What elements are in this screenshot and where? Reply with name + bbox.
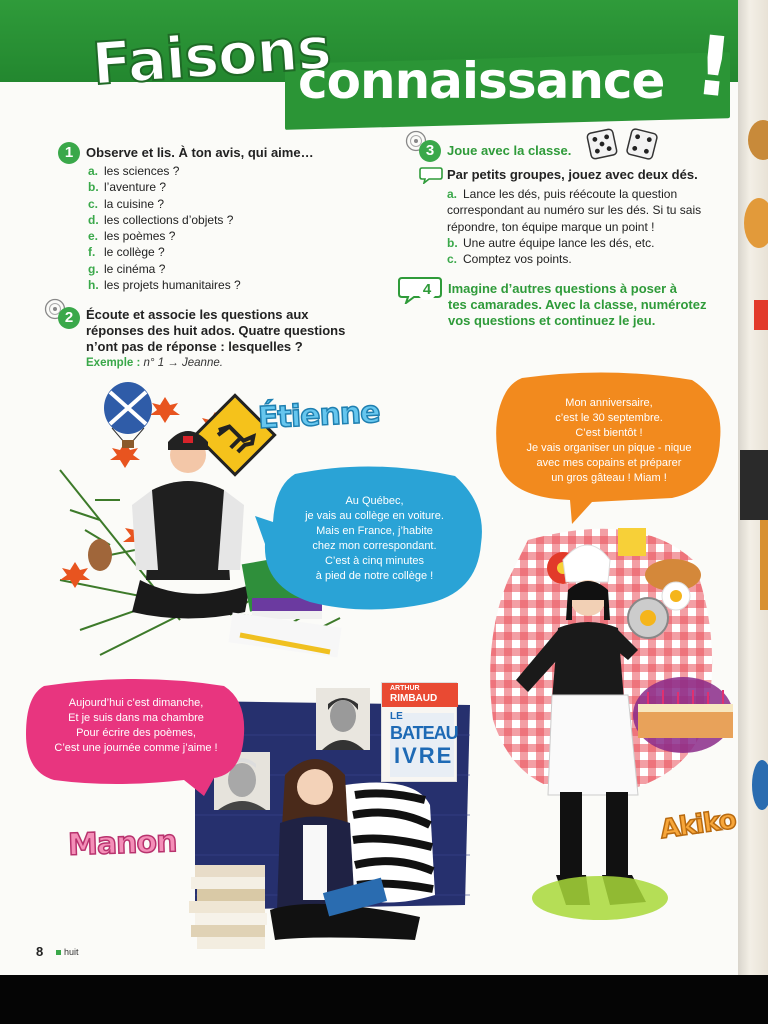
exercise-1-list [88, 163, 241, 293]
exercise-2-title: Écoute et associe les questions aux réponses des huit ados. Quatre questions n’ont pas de réponse : lesquelles ? [86, 307, 346, 354]
rimbaud-portrait [316, 688, 370, 750]
exercise-2-example: Exemple : n° 1 → Jeanne. [86, 357, 223, 369]
list-item: a. Lance les dés, puis réécoute la question [447, 187, 678, 201]
list-item: d. les collections d’objets ? [88, 212, 234, 227]
exercise-1-title: Observe et lis. À ton avis, qui aime… [86, 145, 314, 160]
list-item: f. le collège ? [88, 245, 165, 260]
page-title-part1: Faisons [89, 13, 333, 99]
page-title-exclamation: ! [690, 18, 738, 117]
list-item: c. la cuisine ? [88, 196, 165, 211]
exercise-3-list: a. Lance les dés, puis réécoute la question correspondant au numéro sur les dés. Si tu sais répondre, ton équipe marque un point ! b. Une autre équipe lance les dés, etc. c. Comptez vos points. [447, 187, 702, 267]
list-item: c. Comptez vos points. [447, 252, 572, 267]
exercise-1-number: 1 [58, 142, 80, 164]
page-number: 8 [36, 944, 44, 959]
akiko-speech-bubble: Mon anniversaire, c’est le 30 septembre. C’est bientôt ! Je vais organiser un pique - nique avec mes copains et préparer un gros gâteau ! Miam ! [526, 397, 692, 484]
balloon-icon [104, 382, 152, 448]
exercise-3-subtitle: Par petits groupes, jouez avec deux dés. [447, 167, 698, 182]
speech-bubble-icon [419, 166, 443, 184]
book-title-line2: BATEAU [390, 723, 458, 743]
list-item: b. Une autre équipe lance les dés, etc. [447, 235, 655, 250]
facing-page-edge [738, 0, 768, 975]
book-title-line3: IVRE [394, 743, 454, 768]
page-word: huit [64, 947, 79, 957]
list-item: e. les poèmes ? [88, 229, 176, 244]
exercise-4-number: 4 [417, 280, 437, 300]
page-dot-icon [56, 950, 61, 955]
list-item: g. le cinéma ? [88, 261, 166, 276]
exercise-3-number: 3 [419, 140, 441, 162]
book-title-line1: LE [390, 711, 403, 722]
exercise-2-number: 2 [58, 307, 80, 329]
book-author-last: RIMBAUD [390, 693, 438, 704]
etienne-speech-bubble: Au Québec, je vais au collège en voiture. Mais en France, j’habite chez mon correspondant. C’est à cinq minutes à pied de notre collège ! [305, 495, 444, 582]
list-item: a. les sciences ? [88, 164, 180, 178]
book-cover [381, 682, 457, 782]
scan-bottom-edge [0, 975, 768, 1024]
akiko-name-tag: Akiko [658, 804, 738, 846]
exercise-4-title: Imagine d’autres questions à poser à tes camarades. Avec la classe, numérotez vos questions et continuez le jeu. [448, 281, 707, 328]
akiko-collage [488, 520, 738, 930]
page-title-part2: connaissance [298, 52, 665, 110]
etienne-name-tag: Étienne [257, 394, 381, 437]
list-item: h. les projets humanitaires ? [88, 278, 241, 293]
dice-icon [586, 128, 658, 160]
exercise-3-title: Joue avec la classe. [447, 143, 572, 158]
list-item: b. l’aventure ? [88, 180, 167, 195]
cheese-icon [618, 528, 646, 556]
book-author-first: ARTHUR [390, 685, 420, 692]
manon-speech-bubble: Aujourd’hui c’est dimanche, Et je suis dans ma chambre Pour écrire des poèmes, C’est une journée comme j’aime ! [54, 697, 218, 754]
books-pile [189, 865, 267, 949]
manon-name-tag: Manon [67, 824, 178, 863]
